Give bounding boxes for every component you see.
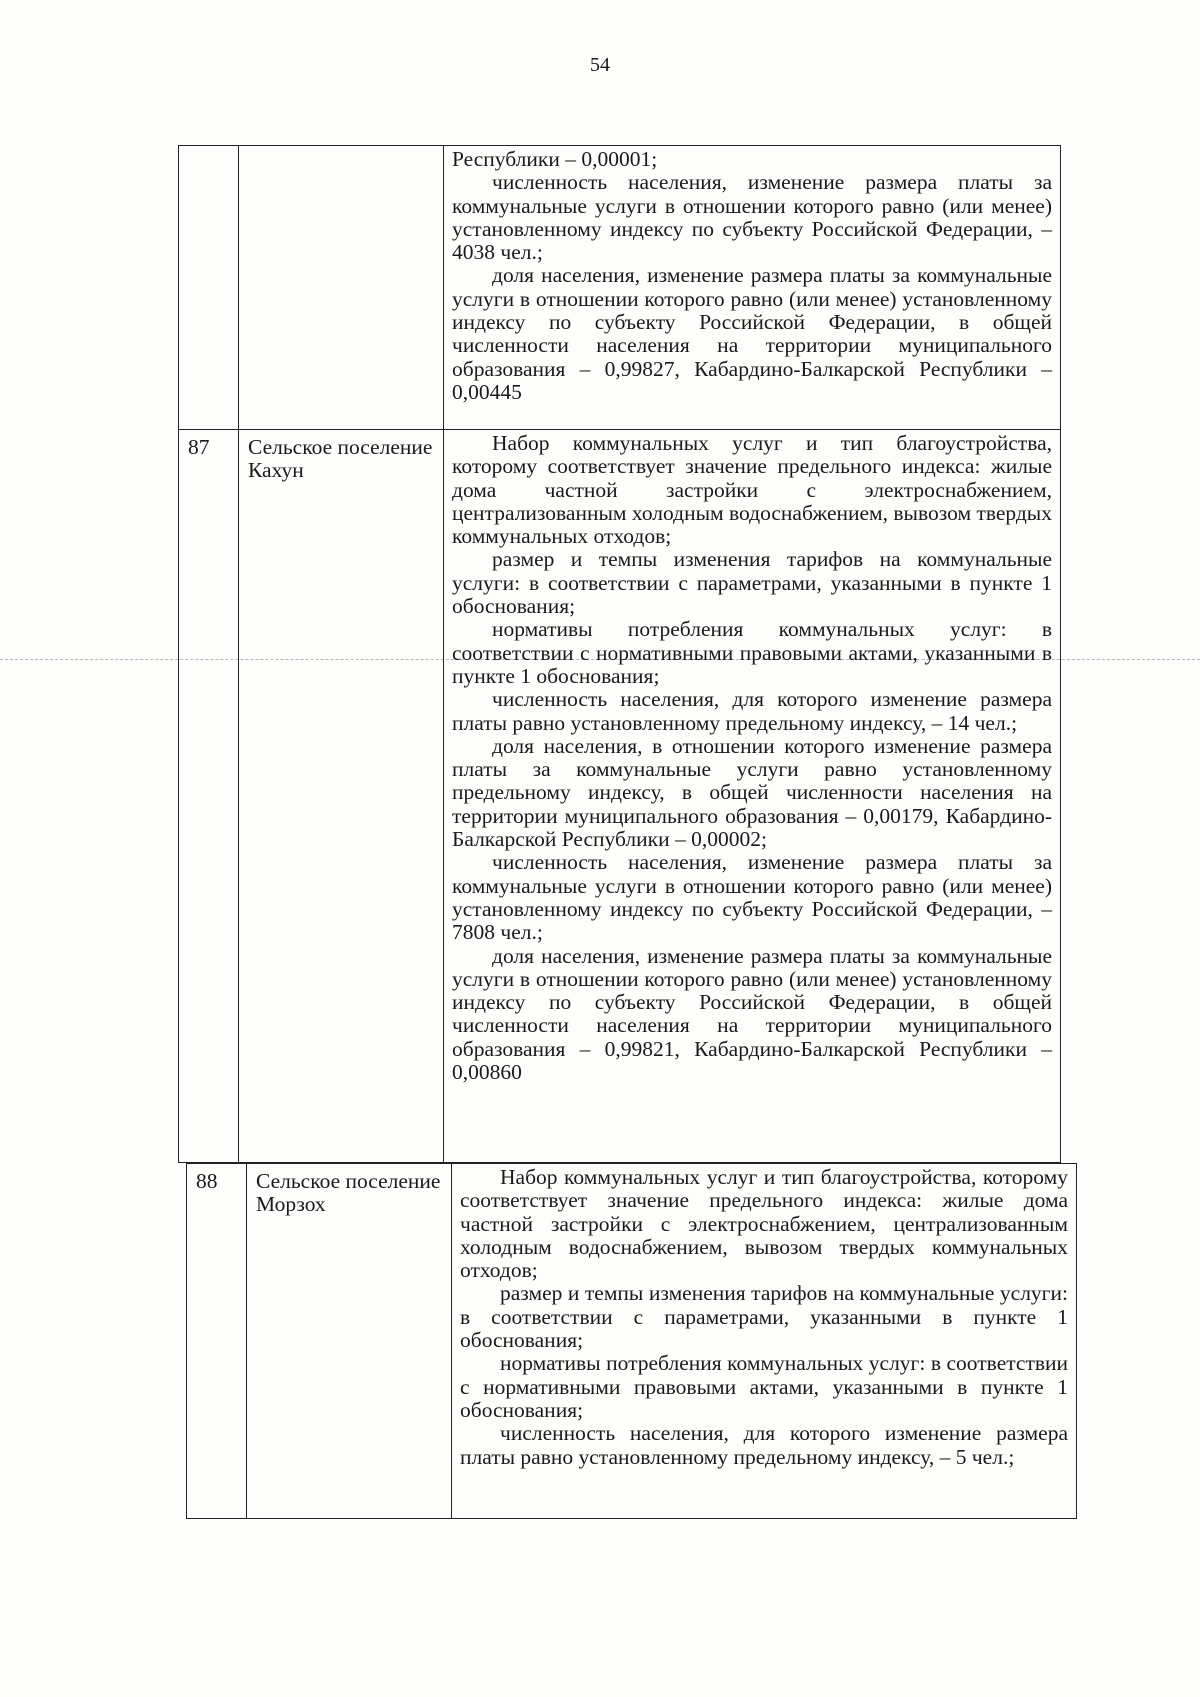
- table-part-1: [178, 145, 1061, 1163]
- paragraph: Республики – 0,00001;: [452, 147, 658, 171]
- row-number-cell: [179, 146, 239, 430]
- municipality-name-cell: [239, 146, 444, 430]
- paragraph: нормативы потребления коммунальных услуг: в соответствии с нормативными правовыми актами, указанными в пункте 1 обоснования;: [452, 617, 1052, 688]
- row-number-cell: 88: [187, 1164, 247, 1519]
- table-part-2: [186, 1163, 1077, 1519]
- paragraph: нормативы потребления коммунальных услуг: в соответствии с нормативными правовыми актами, указанными в пункте 1 обоснования;: [460, 1351, 1068, 1422]
- paragraph: численность населения, изменение размера платы за коммунальные услуги в отношении которого равно (или менее) установленному индексу по субъекту Российской Федерации, – 7808 чел.;: [452, 850, 1052, 945]
- paragraph: доля населения, изменение размера платы за коммунальные услуги в отношении которого равно (или менее) установленному индексу по субъекту Российской Федерации, в общей численности населения на территории муниципального образования – 0,99821, Кабардино-Балкарской Республики – 0,00860: [452, 943, 1052, 1085]
- paragraph: размер и темпы изменения тарифов на коммунальные услуги: в соответствии с параметрами, указанными в пункте 1 обоснования;: [452, 547, 1052, 619]
- paragraph: Набор коммунальных услуг и тип благоустройства, которому соответствует значение предельного индекса: жилые дома частной застройки с электроснабжением, централизованным холодным водоснабжением, вывозом твердых коммунальных отходов;: [460, 1165, 1068, 1283]
- page-number: 54: [590, 54, 610, 76]
- row-number-cell: 87: [179, 430, 239, 1163]
- paragraph: доля населения, изменение размера платы за коммунальные услуги в отношении которого равно (или менее) установленному индексу по субъекту Российской Федерации, в общей численности населения на территории муниципального образования – 0,99827, Кабардино-Балкарской Республики – 0,00445: [452, 263, 1052, 404]
- table-row-continuation: [179, 146, 1061, 430]
- paragraph: Набор коммунальных услуг и тип благоустройства, которому соответствует значение предельного индекса: жилые дома частной застройки с электроснабжением, централизованным холодным водоснабжением, вывозом твердых коммунальных отходов;: [452, 431, 1053, 549]
- description-cell: [452, 1164, 1077, 1519]
- table-row-88: [187, 1164, 1077, 1519]
- municipality-name-cell: Сельское поселение Кахун: [239, 430, 444, 1163]
- paragraph: доля населения, в отношении которого изменение размера платы за коммунальные услуги равно установленному предельному индексу, в общей численности населения на территории муниципального образования – 0,00179, Кабардино-Балкарской Республики – 0,00002;: [452, 733, 1052, 852]
- paragraph: численность населения, для которого изменение размера платы равно установленному предельному индексу, – 14 чел.;: [452, 687, 1052, 735]
- description-cell: [444, 430, 1061, 1163]
- table-row-87: [179, 430, 1061, 1163]
- paragraph: численность населения, для которого изменение размера платы равно установленному предельному индексу, – 5 чел.;: [460, 1421, 1068, 1469]
- paragraph: численность населения, изменение размера платы за коммунальные услуги в отношении которого равно (или менее) установленному индексу по субъекту Российской Федерации, – 4038 чел.;: [452, 170, 1052, 265]
- description-cell: [444, 146, 1061, 430]
- paragraph: размер и темпы изменения тарифов на коммунальные услуги: в соответствии с параметрами, указанными в пункте 1 обоснования;: [460, 1281, 1068, 1353]
- municipality-name-cell: Сельское поселение Морзох: [247, 1164, 452, 1519]
